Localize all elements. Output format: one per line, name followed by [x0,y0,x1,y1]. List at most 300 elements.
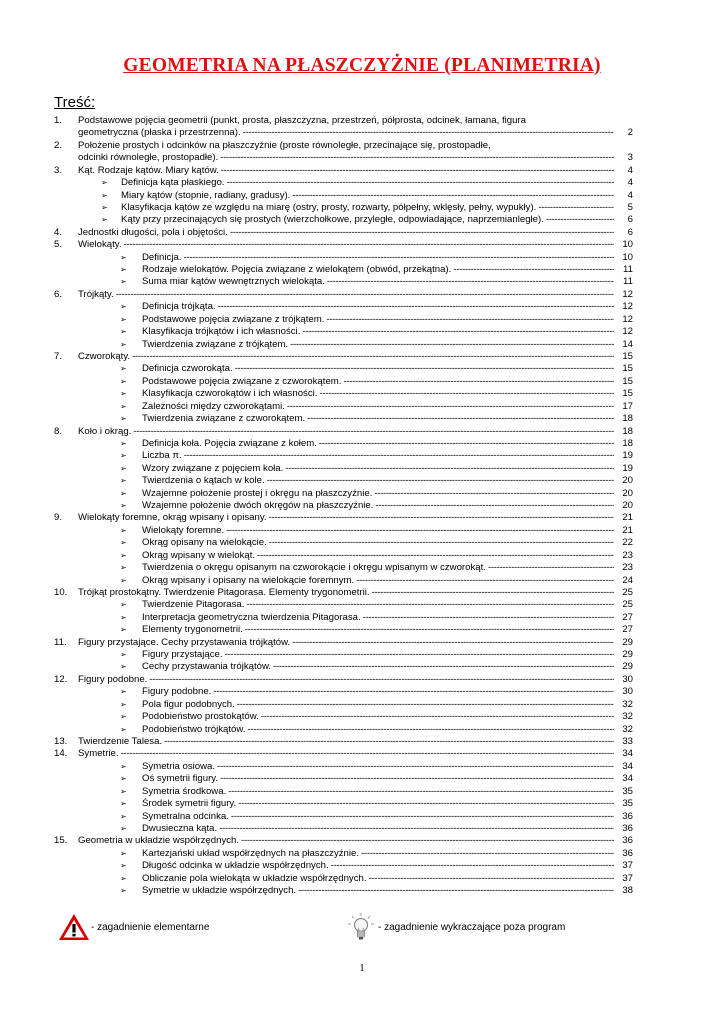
toc-entry-number: 1. [54,115,63,126]
toc-entry-title: Środek symetrii figury. [142,798,237,810]
dot-leader [370,587,615,599]
toc-entry [78,127,614,139]
toc-row [0,190,724,202]
arrow-bullet-icon: ➢ [120,476,127,486]
dot-leader [162,736,614,748]
dot-leader [305,413,614,425]
toc-row [0,214,724,226]
dot-leader [241,127,614,139]
toc-entry-title: Podstawowe pojęcia geometrii (punkt, prosta, płaszczyzna, przestrzeń, półprosta, odcinek, łamana, figura [78,115,526,126]
arrow-bullet-icon: ➢ [120,724,127,734]
toc-entry [142,450,614,462]
toc-entry-number: 2. [54,139,63,151]
toc-row [0,388,724,400]
toc-page-number: 32 [622,698,633,710]
toc-page-number: 15 [622,375,633,387]
toc-entry-title: Symetria środkowa. [142,785,227,797]
toc-row [0,562,724,574]
toc-entry-title: Oś symetrii figury. [142,773,219,785]
dot-leader [265,475,614,487]
toc-entry-title: Wzajemne położenie dwóch okręgów na płaszczyźnie. [142,500,374,512]
toc-entry-number: 7. [54,350,63,362]
toc-entry-title: Dwusieczna kąta. [142,822,218,834]
toc-entry-title: Kartezjański układ współrzędnych na płaszczyźnie. [142,847,360,859]
toc-entry [142,550,614,562]
toc-page-number: 6 [627,214,633,226]
toc-page-number: 15 [622,388,633,400]
arrow-bullet-icon: ➢ [120,650,127,660]
arrow-bullet-icon: ➢ [101,178,108,188]
toc-entry-title: Miary kątów (stopnie, radiany, gradusy). [121,189,291,201]
dot-leader [259,711,614,723]
toc-page-number: 25 [622,599,633,611]
toc-row [0,811,724,823]
arrow-bullet-icon: ➢ [120,277,127,287]
dot-leader [267,512,614,524]
toc-page-number: 15 [622,350,633,362]
arrow-bullet-icon: ➢ [120,376,127,386]
toc-entry [121,202,614,214]
toc-page-number: 17 [622,400,633,412]
toc-page-number: 21 [622,524,633,536]
arrow-bullet-icon: ➢ [120,823,127,833]
toc-page-number: 25 [622,586,633,598]
toc-row [0,127,724,139]
arrow-bullet-icon: ➢ [120,525,127,535]
toc-entry [142,301,614,313]
arrow-bullet-icon: ➢ [101,202,108,212]
dot-leader [130,351,614,363]
arrow-bullet-icon: ➢ [120,873,127,883]
toc-page-number: 24 [622,574,633,586]
toc-entry [78,587,614,599]
arrow-bullet-icon: ➢ [120,786,127,796]
toc-page-number: 15 [622,363,633,375]
arrow-bullet-icon: ➢ [120,501,127,511]
dot-leader [285,401,614,413]
toc-row [0,661,724,673]
toc-entry [142,798,614,810]
arrow-bullet-icon: ➢ [120,761,127,771]
toc-entry-title: Symetrie. [78,748,119,760]
toc-entry-title: Wzajemne położenie prostej i okręgu na płaszczyźnie. [142,487,373,499]
toc-entry-title: Kąty przy przecinających się prostych (wierzchołkowe, przyległe, odpowiadające, naprzemianległe). [121,214,544,226]
toc-page-number: 27 [622,611,633,623]
toc-page-number: 27 [622,624,633,636]
dot-leader [235,699,614,711]
arrow-bullet-icon: ➢ [120,687,127,697]
toc-entry-title: Definicja koła. Pojęcia związane z kołem. [142,437,317,449]
toc-page-number: 12 [622,313,633,325]
toc-entry-title: Okrąg wpisany w wielokąt. [142,549,256,561]
toc-entry [142,314,614,326]
toc-entry [142,463,614,475]
dot-leader [296,885,614,897]
toc-row [0,264,724,276]
toc-page-number: 4 [627,189,633,201]
toc-row [0,438,724,450]
dot-leader [119,748,614,760]
dot-leader [114,289,614,301]
toc-entry-title: Trójkąty. [78,288,114,300]
dot-leader [271,661,614,673]
toc-page-number: 10 [622,251,633,263]
toc-entry-number: 13. [54,736,68,747]
dot-leader [290,637,614,649]
toc-row [0,413,724,425]
arrow-bullet-icon: ➢ [101,190,108,200]
toc-entry [78,165,614,177]
toc-entry-title: Interpretacja geometryczna twierdzenia Pitagorasa. [142,611,361,623]
dot-leader [325,276,614,288]
toc-entry-title: Definicja. [142,251,182,263]
toc-entry-number: 15. [54,835,68,847]
toc-row [0,848,724,860]
toc-row [0,202,724,214]
toc-page-number: 20 [622,500,633,512]
toc-entry [78,115,632,127]
toc-row [0,140,724,152]
arrow-bullet-icon: ➢ [120,463,127,473]
toc-entry [78,152,614,164]
toc-page-number: 18 [622,425,633,437]
arrow-bullet-icon: ➢ [120,861,127,871]
toc-entry-title: Wzory związane z pojęciem koła. [142,462,284,474]
legend-beyond-label: - zagadnienie wykraczające poza program [378,921,566,933]
toc-row [0,599,724,611]
legend-elementary [57,912,209,942]
dot-leader [122,239,614,251]
arrow-bullet-icon: ➢ [120,252,127,262]
toc-entry-number: 11. [54,636,67,648]
toc-page-number: 14 [622,338,633,350]
toc-row [0,748,724,760]
toc-entry-title: Suma miar kątów wewnętrznych wielokąta. [142,276,325,288]
toc-page-number: 18 [622,437,633,449]
toc-entry-title: Rodzaje wielokątów. Pojęcia związane z wielokątem (obwód, przekątna). [142,264,452,276]
toc-entry [142,699,614,711]
arrow-bullet-icon: ➢ [120,625,127,635]
toc-entry [142,562,614,574]
toc-row [0,301,724,313]
toc-entry [142,575,614,587]
toc-entry-title: Twierdzenia o kątach w kole. [142,475,265,487]
toc-row [0,674,724,686]
dot-leader [536,202,614,214]
toc-page-number: 18 [622,413,633,425]
arrow-bullet-icon: ➢ [120,662,127,672]
dot-leader [182,450,614,462]
toc-entry [78,674,614,686]
toc-row [0,525,724,537]
toc-page-number: 29 [622,661,633,673]
toc-entry-title: Symetrie w układzie współrzędnych. [142,885,297,897]
toc-row [0,351,724,363]
toc-page-number: 32 [622,711,633,723]
toc-entry [142,525,614,537]
toc-page-number: 34 [622,760,633,772]
toc-row [0,115,724,127]
toc-entry [142,363,614,375]
toc-row [0,550,724,562]
toc-entry-title: Klasyfikacja czworokątów i ich własności. [142,388,318,400]
toc-entry-title: Długość odcinka w układzie współrzędnych. [142,860,329,872]
toc-entry [78,426,614,438]
dot-leader [218,773,614,785]
toc-entry-title: Kąt. Rodzaje kątów. Miary kątów. [78,164,219,176]
dot-leader [245,724,614,736]
toc-entry [121,214,614,226]
toc-entry-number: 6. [54,288,63,300]
toc-page-number: 4 [627,164,633,176]
toc-entry-title: geometryczna (płaska i przestrzenna). [78,127,241,139]
toc-page-number: 34 [622,773,633,785]
arrow-bullet-icon: ➢ [120,314,127,324]
toc-page-number: 21 [622,512,633,524]
toc-entry [142,401,614,413]
toc-row [0,463,724,475]
toc-entry-title: Klasyfikacja trójkątów i ich własności. [142,326,301,338]
arrow-bullet-icon: ➢ [120,712,127,722]
toc-page-number: 10 [622,239,633,251]
toc-entry [78,227,614,239]
toc-entry-title: Twierdzenie Pitagorasa. [142,599,245,611]
toc-entry-title: Pola figur podobnych. [142,698,235,710]
toc-entry-number: 4. [54,226,63,238]
toc-page-number: 34 [622,748,633,760]
toc-page-number: 20 [622,475,633,487]
toc-page-number: 11 [623,264,633,276]
toc-row [0,835,724,847]
toc-entry-title: Twierdzenia związane z czworokątem. [142,413,306,425]
toc-entry-title: Figury przystające. [142,649,223,661]
toc-entry-title: Zależności między czworokątami. [142,400,285,412]
toc-page-number: 23 [622,562,633,574]
dot-leader [486,562,614,574]
toc-entry [142,649,614,661]
arrow-bullet-icon: ➢ [120,886,127,896]
toc-entry [142,252,614,264]
dot-leader [329,860,614,872]
toc-row [0,575,724,587]
toc-row [0,686,724,698]
toc-entry-number: 5. [54,239,63,251]
toc-entry [142,724,614,736]
toc-entry [78,289,614,301]
dot-leader [217,823,614,835]
toc-row [0,512,724,524]
toc-entry [142,686,614,698]
arrow-bullet-icon: ➢ [120,699,127,709]
toc-page-number: 5 [627,201,633,213]
toc-entry [78,239,614,251]
toc-entry-title: Czworokąty. [78,350,131,362]
toc-row [0,724,724,736]
toc-entry [142,413,614,425]
toc-page-number: 3 [627,152,633,164]
toc-entry-title: Klasyfikacja kątów ze względu na miarę (ostry, prosty, rozwarty, półpełny, wklęsły, pełny, wypukły). [121,201,537,213]
toc-entry [78,351,614,363]
dot-leader [181,252,614,264]
toc-row [0,314,724,326]
toc-entry-number: 9. [54,512,63,524]
toc-entry [142,537,614,549]
toc-page-number: 29 [622,636,633,648]
toc-row [0,699,724,711]
toc-page-number: 30 [622,673,633,685]
toc-row [0,587,724,599]
page-number: 1 [359,962,365,974]
dot-leader [290,190,614,202]
toc-row [0,761,724,773]
toc-row [0,475,724,487]
toc-page-number: 23 [622,549,633,561]
toc-page-number: 37 [622,860,633,872]
lightbulb-icon [346,912,376,942]
toc-entry [142,848,614,860]
dot-leader [544,214,614,226]
dot-leader [224,525,614,537]
toc-row [0,798,724,810]
toc-entry [142,761,614,773]
arrow-bullet-icon: ➢ [120,811,127,821]
toc-entry [142,811,614,823]
legend-beyond-program [346,912,565,942]
dot-leader [243,624,614,636]
dot-leader [317,438,614,450]
dot-leader [216,301,614,313]
toc-row [0,649,724,661]
toc-entry [142,711,614,723]
toc-entry [78,748,614,760]
toc-page-number: 36 [622,835,633,847]
toc-entry [142,276,614,288]
dot-leader [131,426,614,438]
toc-entry-title: Okrąg wpisany i opisany na wielokącie foremnym. [142,574,355,586]
dot-leader [317,388,614,400]
toc-entry-title: Podobieństwo prostokątów. [142,711,259,723]
toc-page-number: 12 [622,326,633,338]
toc-row [0,376,724,388]
dot-leader [354,575,614,587]
warning-triangle-icon [57,912,91,942]
toc-row [0,624,724,636]
toc-entry [142,624,614,636]
toc-entry-title: Trójkąt prostokątny. Twierdzenie Pitagorasa. Elementy trygonometrii. [78,586,370,598]
toc-entry-title: Cechy przystawania trójkątów. [142,661,272,673]
toc-entry [142,885,614,897]
toc-page-number: 11 [623,276,633,288]
toc-entry-title: Okrąg opisany na wielokącie. [142,537,267,549]
toc-entry [78,140,632,152]
toc-row [0,450,724,462]
toc-entry [142,488,614,500]
toc-entry-title: odcinki równoległe, prostopadłe). [78,152,219,164]
arrow-bullet-icon: ➢ [120,265,127,275]
legend-elementary-label: - zagadnienie elementarne [91,921,210,933]
toc-page-number: 38 [622,885,633,897]
toc-page-number: 36 [622,847,633,859]
toc-entry-title: Wielokąty foremne. [142,524,225,536]
toc-entry-title: Twierdzenia związane z trójkątem. [142,338,289,350]
toc-page-number: 36 [622,822,633,834]
arrow-bullet-icon: ➢ [120,575,127,585]
dot-leader [451,264,614,276]
toc-row [0,252,724,264]
arrow-bullet-icon: ➢ [101,215,108,225]
toc-entry-title: Definicja kąta płaskiego. [121,177,225,189]
toc-page-number: 35 [622,798,633,810]
arrow-bullet-icon: ➢ [120,600,127,610]
toc-row [0,488,724,500]
arrow-bullet-icon: ➢ [120,563,127,573]
arrow-bullet-icon: ➢ [120,799,127,809]
arrow-bullet-icon: ➢ [120,339,127,349]
toc-row [0,177,724,189]
dot-leader [218,152,614,164]
toc-entry-title: Wielokąty foremne, okrąg wpisany i opisany. [78,512,267,524]
toc-entry [142,326,614,338]
dot-leader [372,488,614,500]
dot-leader [223,649,614,661]
dot-leader [147,674,614,686]
arrow-bullet-icon: ➢ [120,774,127,784]
arrow-bullet-icon: ➢ [120,438,127,448]
toc-entry-title: Twierdzenia o okręgu opisanym na czworokącie i okręgu wpisanym w czworokąt. [142,562,486,574]
toc-entry [142,438,614,450]
toc-page-number: 36 [622,810,633,822]
toc-entry-title: Wielokąty. [78,239,122,251]
toc-entry [78,637,614,649]
toc-row [0,612,724,624]
toc-row [0,276,724,288]
toc-row [0,873,724,885]
toc-entry-title: Figury podobne. [142,686,212,698]
toc-entry [142,264,614,276]
toc-row [0,239,724,251]
dot-leader [255,550,614,562]
arrow-bullet-icon: ➢ [120,414,127,424]
toc-row [0,326,724,338]
toc-entry-title: Geometria w układzie współrzędnych. [78,835,240,847]
arrow-bullet-icon: ➢ [120,848,127,858]
dot-leader [228,227,614,239]
toc-entry-number: 12. [54,673,68,685]
dot-leader [233,363,614,375]
dot-leader [215,761,614,773]
toc-entry [78,835,614,847]
toc-entry [142,773,614,785]
dot-leader [367,873,614,885]
toc-entry [78,736,614,748]
arrow-bullet-icon: ➢ [120,302,127,312]
toc-page-number: 29 [622,649,633,661]
toc-row [0,537,724,549]
toc-row [0,823,724,835]
toc-entry [142,388,614,400]
toc-row [0,339,724,351]
toc-entry-title: Elementy trygonometrii. [142,624,243,636]
toc-row [0,637,724,649]
toc-row [0,401,724,413]
toc-page-number: 20 [622,487,633,499]
toc-page-number: 2 [627,127,633,139]
toc-entry-title: Definicja trójkąta. [142,301,216,313]
arrow-bullet-icon: ➢ [120,550,127,560]
toc-entry-title: Położenie prostych i odcinków na płaszczyźnie (proste równoległe, przecinające się, prostopadłe, [78,139,491,151]
dot-leader [283,463,614,475]
toc-entry-title: Symetria osiowa. [142,760,216,772]
